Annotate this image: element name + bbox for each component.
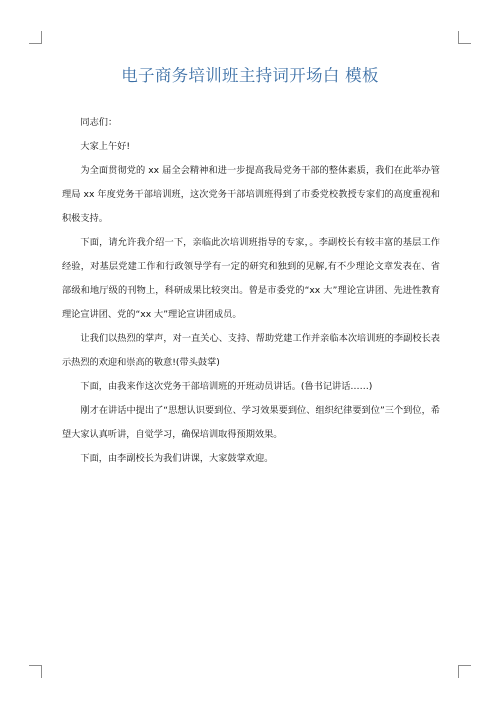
paragraph-speech: 下面，由我来作这次党务干部培训班的开班动员讲话。(鲁书记讲话……) xyxy=(80,381,373,392)
crop-mark-top-left xyxy=(29,31,42,44)
crop-mark-top-right xyxy=(458,31,471,44)
document-title: 电子商务培训班主持词开场白 模板 xyxy=(121,66,379,85)
salutation: 同志们： xyxy=(80,117,118,128)
paragraph-closing: 下面，由李副校长为我们讲课，大家鼓掌欢迎。 xyxy=(80,453,274,464)
paragraph-welcome: 让我们以热烈的掌声，对一直关心、支持、帮助党建工作并亲临本次培训班的李副校长表示热烈的欢迎和崇高的敬意!(带头鼓掌) xyxy=(62,333,440,368)
paragraph-opening: 为全面贯彻党的 xx 届全会精神和进一步提高我局党务干部的整体素质，我们在此举办管理局 xx 年度党务干部培训班，这次党务干部培训班得到了市委党校教授专家们的高度重视和积极支持。 xyxy=(62,165,440,224)
document-body xyxy=(62,111,440,471)
crop-mark-bottom-left xyxy=(29,665,42,678)
greeting: 大家上午好! xyxy=(80,141,131,152)
paragraph-expert-intro: 下面，请允许我介绍一下，亲临此次培训班指导的专家，。李副校长有较丰富的基层工作经验，对基层党建工作和行政领导学有一定的研究和独到的见解,有不少理论文章发表在、省部级和地厅级的刊物上，科研成果比较突出。曾是市委党的“xx 大”理论宣讲团、先进性教育理论宣讲团、党的“xx 大”理论宣讲团成员。 xyxy=(62,237,440,320)
crop-mark-bottom-right xyxy=(458,665,471,678)
paragraph-summary: 刚才在讲话中提出了“思想认识要到位、学习效果要到位、组织纪律要到位”三个到位，希望大家认真听讲，自觉学习，确保培训取得预期效果。 xyxy=(62,405,440,440)
